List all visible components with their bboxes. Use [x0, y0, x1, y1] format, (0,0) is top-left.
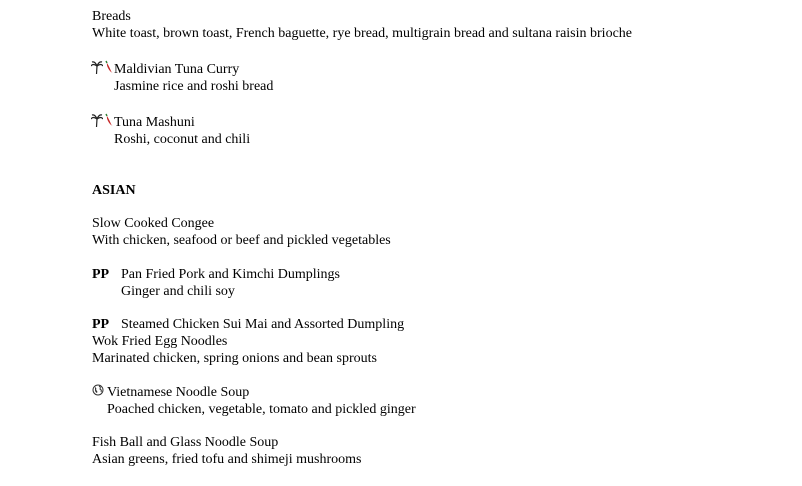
congee-description: With chicken, seafood or beef and pickled vegetables [92, 233, 391, 248]
palm-icon [91, 114, 103, 127]
chili-icon [104, 113, 114, 127]
fishball-soup-title: Fish Ball and Glass Noodle Soup [92, 435, 279, 450]
dumplings-title: Pan Fried Pork and Kimchi Dumplings [121, 267, 340, 282]
pho-title: Vietnamese Noodle Soup [107, 385, 250, 400]
breads-title: Breads [92, 9, 131, 24]
breads-description: White toast, brown toast, French baguette, rye bread, multigrain bread and sultana raisin brioche [92, 26, 632, 41]
maldivian-curry-title: Maldivian Tuna Curry [114, 62, 240, 77]
palm-icon [91, 61, 103, 74]
tuna-mashuni-title: Tuna Mashuni [114, 115, 195, 130]
wok-noodles-description: Marinated chicken, spring onions and bean sprouts [92, 351, 377, 366]
sui-mai-title: Steamed Chicken Sui Mai and Assorted Dumpling [121, 317, 405, 332]
congee-title: Slow Cooked Congee [92, 216, 215, 231]
section-heading-asian: ASIAN [92, 183, 136, 198]
globe-icon [92, 384, 104, 396]
maldivian-curry-description: Jasmine rice and roshi bread [114, 79, 274, 94]
fishball-soup-description: Asian greens, fried tofu and shimeji mushrooms [92, 452, 362, 467]
pho-description: Poached chicken, vegetable, tomato and pickled ginger [107, 402, 416, 417]
wok-noodles-title: Wok Fried Egg Noodles [92, 334, 228, 349]
pp-tag: PP [92, 267, 110, 282]
tuna-mashuni-description: Roshi, coconut and chili [114, 132, 251, 147]
pp-tag: PP [92, 317, 110, 332]
dumplings-description: Ginger and chili soy [121, 284, 235, 299]
chili-icon [104, 60, 114, 74]
